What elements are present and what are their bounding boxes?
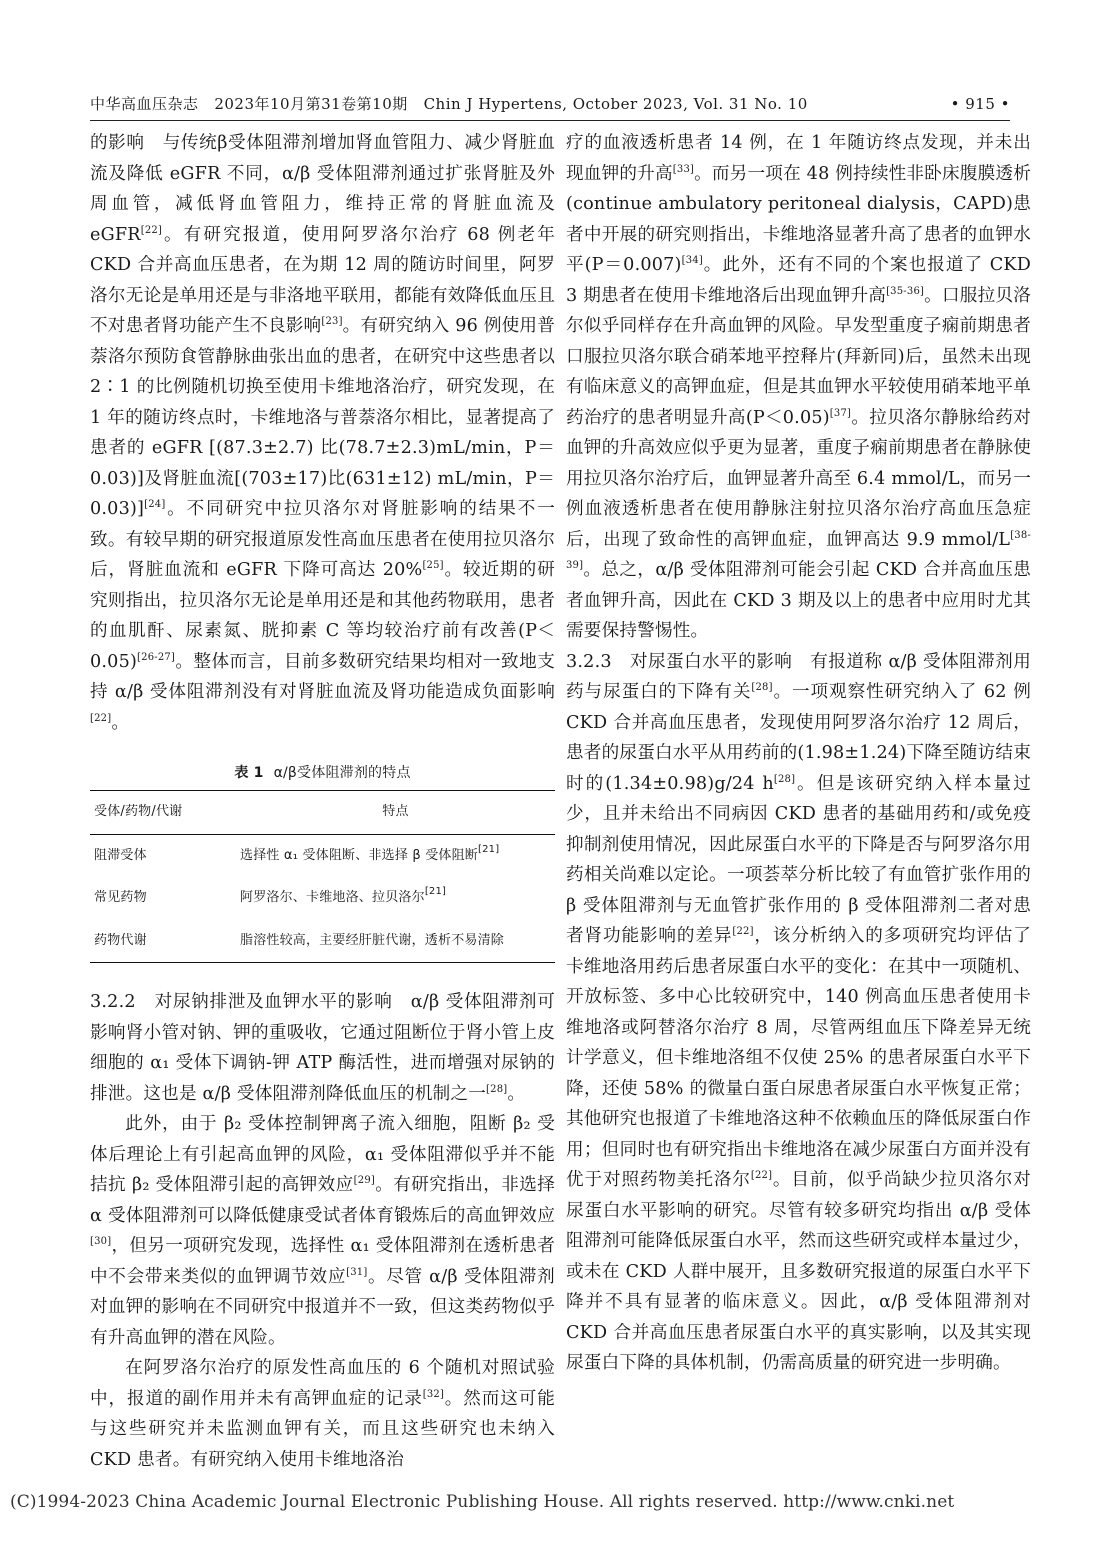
column-header: 受体/药物/代谢 [94,804,183,819]
running-header [90,92,1010,116]
citation[interactable]: [38-39] [566,529,1031,571]
citation[interactable]: [29] [353,1175,375,1186]
paragraph-renal-blood-flow: 的影响 与传统β受体阻滞剂增加肾血管阻力、减少肾脏血流及降低 eGFR 不同，α/β 受体阻滞剂通过扩张肾脏及外周血管，减低肾血管阻力，维持正常的肾脏血流及 eGFR[22]。有研究报道，使用阿罗洛尔治疗 68 例老年 CKD 合并高血压患者，在为期 12 周的随访时间里，阿罗洛尔无论是单用还是与非洛地平联用，都能有效降低血压且不对患者肾功能产生不良影响[23]。有研究纳入 96 例使用普萘洛尔预防食管静脉曲张出血的患者，在研究中这些患者以 2∶1 的比例随机切换至使用卡维地洛治疗，研究发现，在 1 年的随访终点时，卡维地洛与普萘洛尔相比，显著提高了患者的 eGFR [(87.3±2.7) 比(78.7±2.3)mL/min，P＝0.03)]及肾脏血流[(703±17)比(631±12) mL/min，P＝0.03)][24]。不同研究中拉贝洛尔对肾脏影响的结果不一致。有较早期的研究报道原发性高血压患者在使用拉贝洛尔后，肾脏血流和 eGFR 下降可高达 20%[25]。较近期的研究则指出，拉贝洛尔无论是单用还是和其他药物联用，患者的血肌酐、尿素氮、胱抑素 C 等均较治疗前有改善(P＜0.05)[26-27]。整体而言，目前多数研究结果均相对一致地支持 α/β 受体阻滞剂没有对肾脏血流及肾功能造成负面影响[22]。 [90,133,555,733]
page-number: • 915 • [950,95,1010,113]
citation[interactable]: [21] [478,843,500,855]
row-header: 阻滞受体 [94,847,147,863]
citation[interactable]: [35-36] [886,285,925,297]
citation[interactable]: [22] [140,224,163,236]
citation[interactable]: [31] [346,1266,368,1278]
citation[interactable]: [21] [424,886,447,897]
paragraph-potassium: 此外，由于 β₂ 受体控制钾离子流入细胞，阻断 β₂ 受体后理论上有引起高血钾的风险，α₁ 受体阻滞似乎并不能拮抗 β₂ 受体阻滞引起的高钾效应[29]。有研究指出，非选择 α 受体阻滞剂可以降低健康受试者体育锻炼后的高血钾效应[30]，但另一项研究发现，选择性 α₁ 受体阻滞剂在透析患者中不会带来类似的血钾调节效应[31]。尽管 α/β 受体阻滞剂对血钾的影响在不同研究中报道并不一致，但这类药物似乎有升高血钾的潜在风险。 [90,1114,555,1348]
citation[interactable]: [22] [732,926,754,937]
issue-en: Chin J Hypertens, October 2023, Vol. 31 No. 10 [423,95,808,113]
paragraph-arotinolol-trials: 在阿罗洛尔治疗的原发性高血压的 6 个随机对照试验中，报道的副作用并未有高钾血症的记录[32]。然而这可能与这些研究并未监测血钾有关，而且这些研究也未纳入 CKD 患者。有研究纳入使用卡维地洛治 [90,1358,555,1470]
citation[interactable]: [32] [422,1388,445,1400]
table-1 [90,762,555,963]
table-cell: 脂溶性较高，主要经肝脏代谢，透析不易清除 [240,932,505,948]
citation[interactable]: [25] [422,560,444,571]
citation[interactable]: [30] [90,1236,112,1247]
citation[interactable]: [33] [672,163,695,175]
table-header-row [90,791,555,835]
citation[interactable]: [34] [681,255,703,266]
citation[interactable]: [28] [751,682,773,693]
row-header: 药物代谢 [94,932,147,948]
citation[interactable]: [22] [750,1170,773,1181]
table-cell: 选择性 α₁ 受体阻断、非选择 β 受体阻断[21] [240,843,500,863]
citation[interactable]: [28] [773,773,796,785]
journal-name: 中华高血压杂志 [90,95,199,113]
right-column [566,128,1031,1379]
issue-cn: 2023年10月第31卷第10期 [214,95,408,113]
citation[interactable]: [37] [829,407,852,419]
header-citation [90,92,808,116]
table-number: 表 1 [234,765,264,781]
citation[interactable]: [24] [144,499,166,510]
column-header: 特点 [382,804,409,819]
table-cell: 阿罗洛尔、卡维地洛、拉贝洛尔[21] [240,886,447,905]
citation[interactable]: [26-27] [137,651,176,663]
paragraph-potassium-cont: 疗的血液透析患者 14 例，在 1 年随访终点发现，并未出现血钾的升高[33]。而另一项在 48 例持续性非卧床腹膜透析(continue ambulatory peritoneal dialysis，CAPD)患者中开展的研究则指出，卡维地洛显著升高了患者的血钾水平(P＝0.007)[34]。此外，还有不同的个案也报道了 CKD 3 期患者在使用卡维地洛后出现血钾升高[35-36]。口服拉贝洛尔似乎同样存在升高血钾的风险。早发型重度子痫前期患者口服拉贝洛尔联合硝苯地平控释片(拜新同)后，虽然未出现有临床意义的高钾血症，但是其血钾水平较使用硝苯地平单药治疗的患者明显升高(P＜0.05)[37]。拉贝洛尔静脉给药对血钾的升高效应似乎更为显著，重度子痫前期患者在静脉使用拉贝洛尔治疗后，血钾显著升高至 6.4 mmol/L，而另一例血液透析患者在使用静脉注射拉贝洛尔治疗高血压急症后，出现了致命性的高钾血症，血钾高达 9.9 mmol/L[38-39]。总之，α/β 受体阻滞剂可能会引起 CKD 合并高血压患者血钾升高，因此在 CKD 3 期及以上的患者中应用时尤其需要保持警惕性。 [566,133,1032,641]
citation[interactable]: [22] [90,712,112,724]
table-caption [90,762,555,784]
header-rule [90,120,1010,121]
section-3-2-2: 3.2.2 对尿钠排泄及血钾水平的影响 α/β 受体阻滞剂可影响肾小管对钠、钾的重吸收，它通过阻断位于肾小管上皮细胞的 α₁ 受体下调钠-钾 ATP 酶活性，进而增强对尿钠的排泄。这也是 α/β 受体阻滞剂降低血压的机制之一[28]。 [90,992,555,1104]
section-3-2-3: 3.2.3 对尿蛋白水平的影响 有报道称 α/β 受体阻滞剂用药与尿蛋白的下降有关[28]。一项观察性研究纳入了 62 例 CKD 合并高血压患者，发现使用阿罗洛尔治疗 12 周后，患者的尿蛋白水平从用药前的(1.98±1.24)下降至随访结束时的(1.34±0.98)g/24 h[28]。但是该研究纳入样本量过少，且并未给出不同病因 CKD 患者的基础用药和/或免疫抑制剂使用情况，因此尿蛋白水平的下降是否与阿罗洛尔用药相关尚难以定论。一项荟萃分析比较了有血管扩张作用的 β 受体阻滞剂与无血管扩张作用的 β 受体阻滞剂二者对患者肾功能影响的差异[22]，该分析纳入的多项研究均评估了卡维地洛用药后患者尿蛋白水平的变化：在其中一项随机、开放标签、多中心比较研究中，140 例高血压患者使用卡维地洛或阿替洛尔治疗 8 周，尽管两组血压下降差异无统计学意义，但卡维地洛组不仅使 25% 的患者尿蛋白水平下降，还使 58% 的微量白蛋白尿患者尿蛋白水平恢复正常；其他研究也报道了卡维地洛这种不依赖血压的降低尿蛋白作用；但同时也有研究指出卡维地洛在减少尿蛋白方面并没有优于对照药物美托洛尔[22]。目前，似乎尚缺少拉贝洛尔对尿蛋白水平影响的研究。尽管有较多研究均指出 α/β 受体阻滞剂可能降低尿蛋白水平，然而这些研究或样本量过少，或未在 CKD 人群中展开，且多数研究报道的尿蛋白水平下降并不具有显著的临床意义。因此，α/β 受体阻滞剂对 CKD 合并高血压患者尿蛋白水平的真实影响，以及其实现尿蛋白下降的具体机制，仍需高质量的研究进一步明确。 [566,651,1031,1373]
table-row [90,877,555,920]
table-title: α/β受体阻滞剂的特点 [273,765,411,781]
left-column [90,128,555,1475]
row-header: 常见药物 [94,890,147,905]
copyright-footer: (C)1994-2023 China Academic Journal Electronic Publishing House. All rights reserved. http://www.cnki.net [10,1492,955,1512]
table-grid [90,790,555,963]
table-row [90,920,555,963]
citation[interactable]: [28] [486,1083,508,1095]
table-row [90,834,555,877]
citation[interactable]: [23] [321,316,343,327]
